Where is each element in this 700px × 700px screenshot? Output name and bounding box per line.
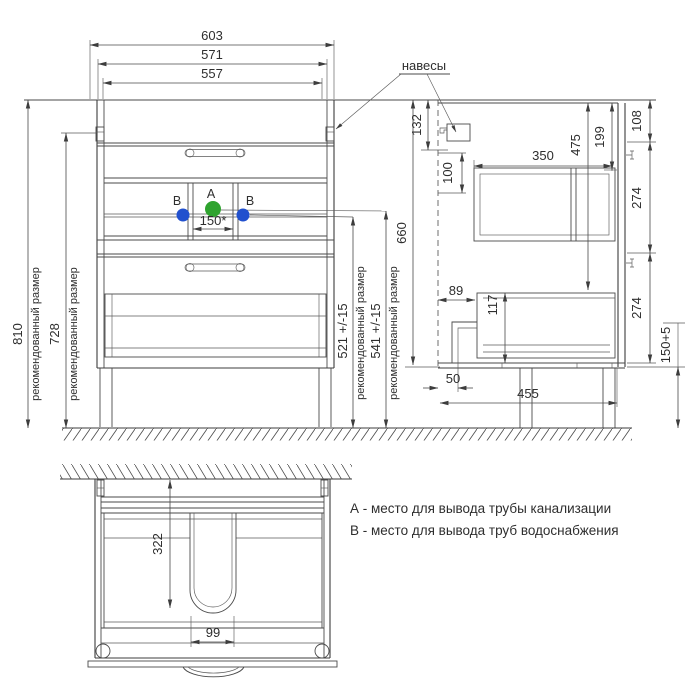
front-top-dimensions	[90, 28, 334, 99]
plan-front-panel	[88, 661, 337, 677]
dim-810-group	[10, 100, 42, 428]
dim-132: 132	[409, 114, 424, 136]
dim-50-group	[423, 368, 473, 392]
hanger-bracket-side	[440, 124, 470, 141]
dim-100-group	[438, 153, 466, 193]
dim-728: 728	[47, 323, 62, 345]
ground	[62, 428, 632, 441]
dim-728-note: рекомендованный размер	[68, 267, 80, 401]
point-b-label-right: B	[245, 194, 255, 208]
point-b-label-left: B	[172, 194, 182, 208]
dim-pipe-spacing	[193, 213, 233, 229]
dim-541-note: рекомендованный размер	[388, 266, 400, 400]
dim-541: 541 +/-15	[368, 303, 383, 359]
plan-hanger-bracket-right	[321, 480, 328, 496]
legend-line-a: А - место для вывода трубы канализации	[350, 501, 612, 516]
point-b-water-left	[177, 209, 190, 222]
dim-274-bottom: 274	[629, 297, 644, 319]
dim-557: 557	[201, 66, 223, 81]
drawer-handle-bottom	[185, 264, 245, 272]
dim-810-note: рекомендованный размер	[30, 267, 42, 401]
dim-150-label: 150*	[199, 213, 227, 228]
right-dim-chain	[627, 100, 656, 363]
dim-99: 99	[205, 625, 221, 640]
dim-660: 660	[394, 222, 409, 244]
leg-right	[315, 644, 329, 658]
dim-89: 89	[448, 283, 464, 298]
dim-603: 603	[201, 28, 223, 43]
dim-455-group	[440, 368, 617, 407]
dim-150-5: 150+5	[658, 326, 673, 364]
dim-322: 322	[150, 533, 165, 555]
dim-521-group	[335, 217, 367, 428]
dim-117: 117	[485, 294, 500, 316]
plan-hanger-bracket-left	[97, 480, 104, 496]
pipe-cutout-u	[190, 513, 236, 613]
dim-108: 108	[629, 110, 644, 132]
point-b-water-right	[237, 209, 250, 222]
dim-100: 100	[440, 162, 455, 184]
dim-99-group	[191, 616, 234, 647]
legend	[350, 501, 619, 538]
dim-50: 50	[445, 371, 461, 386]
dim-322-group	[150, 480, 170, 608]
hangers-label: навесы	[401, 58, 447, 73]
side-handle-bottom	[626, 259, 634, 267]
dim-199-group	[592, 103, 617, 170]
legend-line-b: В - место для вывода труб водоснабжения	[350, 523, 619, 538]
dim-810: 810	[10, 323, 25, 345]
lower-drawer-box	[452, 293, 615, 363]
point-a-label: A	[206, 187, 216, 201]
dim-521-note: рекомендованный размер	[355, 266, 367, 400]
leg-left	[96, 644, 110, 658]
plan-wall	[60, 464, 352, 479]
drawer-handle-top	[185, 149, 245, 157]
dim-728-group	[47, 133, 96, 428]
front-cabinet-outline	[97, 100, 334, 427]
dim-89-group	[438, 283, 475, 300]
side-view	[423, 100, 685, 428]
dim-leg-height-group	[627, 323, 685, 428]
dim-199: 199	[592, 126, 607, 148]
bottom-view	[60, 464, 352, 677]
dim-350: 350	[532, 148, 554, 163]
dim-571: 571	[201, 47, 223, 62]
dim-660-group	[394, 100, 440, 367]
dim-274-top: 274	[629, 187, 644, 209]
side-handle-top	[626, 151, 634, 159]
dim-117-group	[485, 293, 505, 363]
side-front-panel	[618, 103, 634, 367]
upper-drawer-box	[474, 168, 615, 241]
dim-132-group	[409, 100, 448, 150]
dim-475: 475	[568, 134, 583, 156]
dim-521: 521 +/-15	[335, 303, 350, 359]
dim-455: 455	[517, 386, 539, 401]
